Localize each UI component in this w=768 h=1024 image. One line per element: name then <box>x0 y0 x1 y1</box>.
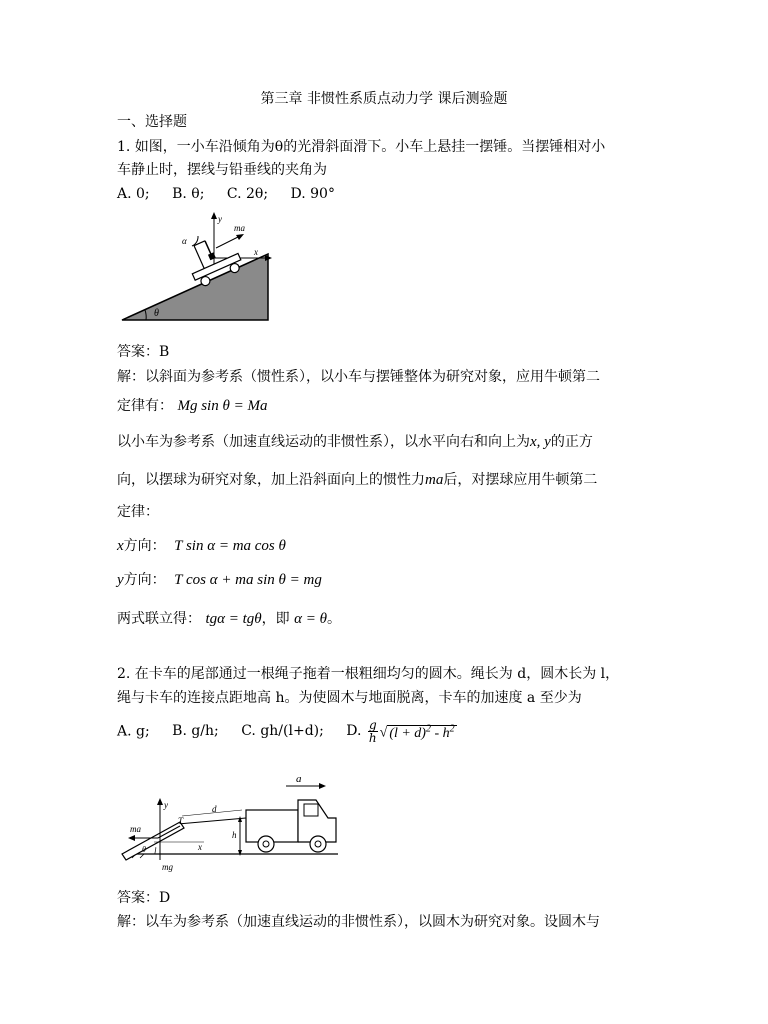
q1-combine-res: α = θ <box>294 611 327 627</box>
q1-eq1: Mg sin θ = Ma <box>177 398 268 414</box>
q2-sol-line1: 解：以车为参考系（加速直线运动的非惯性系），以圆木为研究对象。设圆木与 <box>117 914 600 930</box>
q2-stem-line2: 绳与卡车的连接点距地高 h。为使圆木与地面脱离，卡车的加速度 a 至少为 <box>117 690 582 706</box>
q1-fig-y: y <box>218 214 222 224</box>
q2-rad-base: (l + d) <box>389 725 426 741</box>
section-heading: 一、选择题 <box>117 114 187 130</box>
q1-sol-line3-math: x, y <box>530 434 551 450</box>
q1-fig-ma: ma <box>234 223 245 233</box>
q2-fig-h: h <box>232 830 237 840</box>
q1-choice-b: B. θ; <box>172 186 205 202</box>
page-title: 第三章 非惯性系质点动力学 课后测验题 <box>260 91 508 107</box>
q2-fig-d: d <box>212 804 217 814</box>
q2-choice-a: A. g; <box>117 723 150 740</box>
q1-combine-end: 。 <box>326 611 341 627</box>
q2-choices <box>117 716 457 747</box>
q2-fig-mg: mg <box>162 862 173 872</box>
q1-choice-d: D. 90° <box>290 186 335 202</box>
q2-fig-x: x <box>198 842 202 852</box>
q2-fig-a: a <box>296 773 302 785</box>
q1-choice-a: A. 0; <box>117 186 150 202</box>
q1-combine-eq: tgα = tgθ <box>205 611 262 627</box>
q1-sol-line3 <box>117 432 593 452</box>
q1-sol-line2 <box>117 396 267 416</box>
q1-fig-theta: θ <box>154 308 159 319</box>
incline-figure <box>118 208 278 326</box>
q1-combine-mid: ，即 <box>261 611 290 627</box>
q1-sol-line4-suffix: 后，对摆球应用牛顿第二 <box>443 472 598 488</box>
q1-fig-x: x <box>254 247 258 257</box>
q1-y-dir: 方向： <box>123 572 166 588</box>
q1-sol-line5: 定律： <box>117 504 159 520</box>
q1-choices <box>117 184 335 204</box>
q2-stem-line1: 2. 在卡车的尾部通过一根绳子拖着一根粗细均匀的圆木。绳长为 d，圆木长为 l， <box>117 666 620 682</box>
q1-stem-line1: 1. 如图，一小车沿倾角为θ的光滑斜面滑下。小车上悬挂一摆锤。当摆锤相对小 <box>117 139 606 155</box>
q1-fig-alpha: α <box>182 236 187 246</box>
q1-sol-line3-prefix: 以小车为参考系（加速直线运动的非惯性系），以水平向右和向上为 <box>117 434 530 450</box>
q1-choice-c: C. 2θ; <box>226 186 269 202</box>
q2-choice-d-fraction <box>368 719 378 744</box>
q2-fig-ma: ma <box>130 824 141 834</box>
q2-choice-b: B. g/h; <box>172 723 219 740</box>
q1-sol-line1: 解：以斜面为参考系（惯性系），以小车与摆锤整体为研究对象，应用牛顿第二 <box>117 369 600 385</box>
q2-rad-minus: - h <box>430 725 450 741</box>
q1-sol-line4-prefix: 向，以摆球为研究对象，加上沿斜面向上的惯性力 <box>117 472 425 488</box>
q2-rad-exp1: 2 <box>425 723 431 734</box>
q2-choice-c: C. gh/(l+d); <box>241 723 324 740</box>
q2-fig-y: y <box>164 800 168 810</box>
q1-combine-prefix: 两式联立得： <box>117 611 201 627</box>
truck-figure <box>118 772 342 874</box>
q2-fig-T: T <box>178 816 184 826</box>
q2-rad-exp2: 2 <box>449 723 455 734</box>
q1-y-label: y <box>117 572 124 588</box>
q2-choice-d-sqrt: √ $(l + d)^2 - h^2$ <box>379 723 455 741</box>
q1-x-dir: 方向： <box>123 538 166 554</box>
q2-frac-num: g <box>368 717 377 732</box>
q1-combine-line <box>117 609 341 629</box>
q1-x-label: x <box>117 538 124 554</box>
q1-sol-line3-suffix: 的正方 <box>550 434 593 450</box>
q2-fig-theta: θ <box>142 845 146 854</box>
q1-eq-y-line <box>117 570 322 590</box>
q2-frac-den: h <box>368 730 377 745</box>
q1-eq-y: T cos α + ma sin θ = mg <box>174 572 322 588</box>
q1-sol-line4 <box>117 470 597 490</box>
q1-stem-line2: 车静止时，摆线与铅垂线的夹角为 <box>117 162 327 178</box>
q1-sol-line4-math: ma <box>425 472 444 488</box>
q1-sol-line2-prefix: 定律有： <box>117 398 173 414</box>
q1-answer: 答案：B <box>117 344 170 360</box>
q1-eq-x: T sin α = ma cos θ <box>174 538 286 554</box>
q2-fig-l: l <box>154 846 157 856</box>
q2-choice-d-label: D. <box>346 723 362 740</box>
q2-answer: 答案：D <box>117 890 171 906</box>
q1-eq-x-line <box>117 536 286 556</box>
